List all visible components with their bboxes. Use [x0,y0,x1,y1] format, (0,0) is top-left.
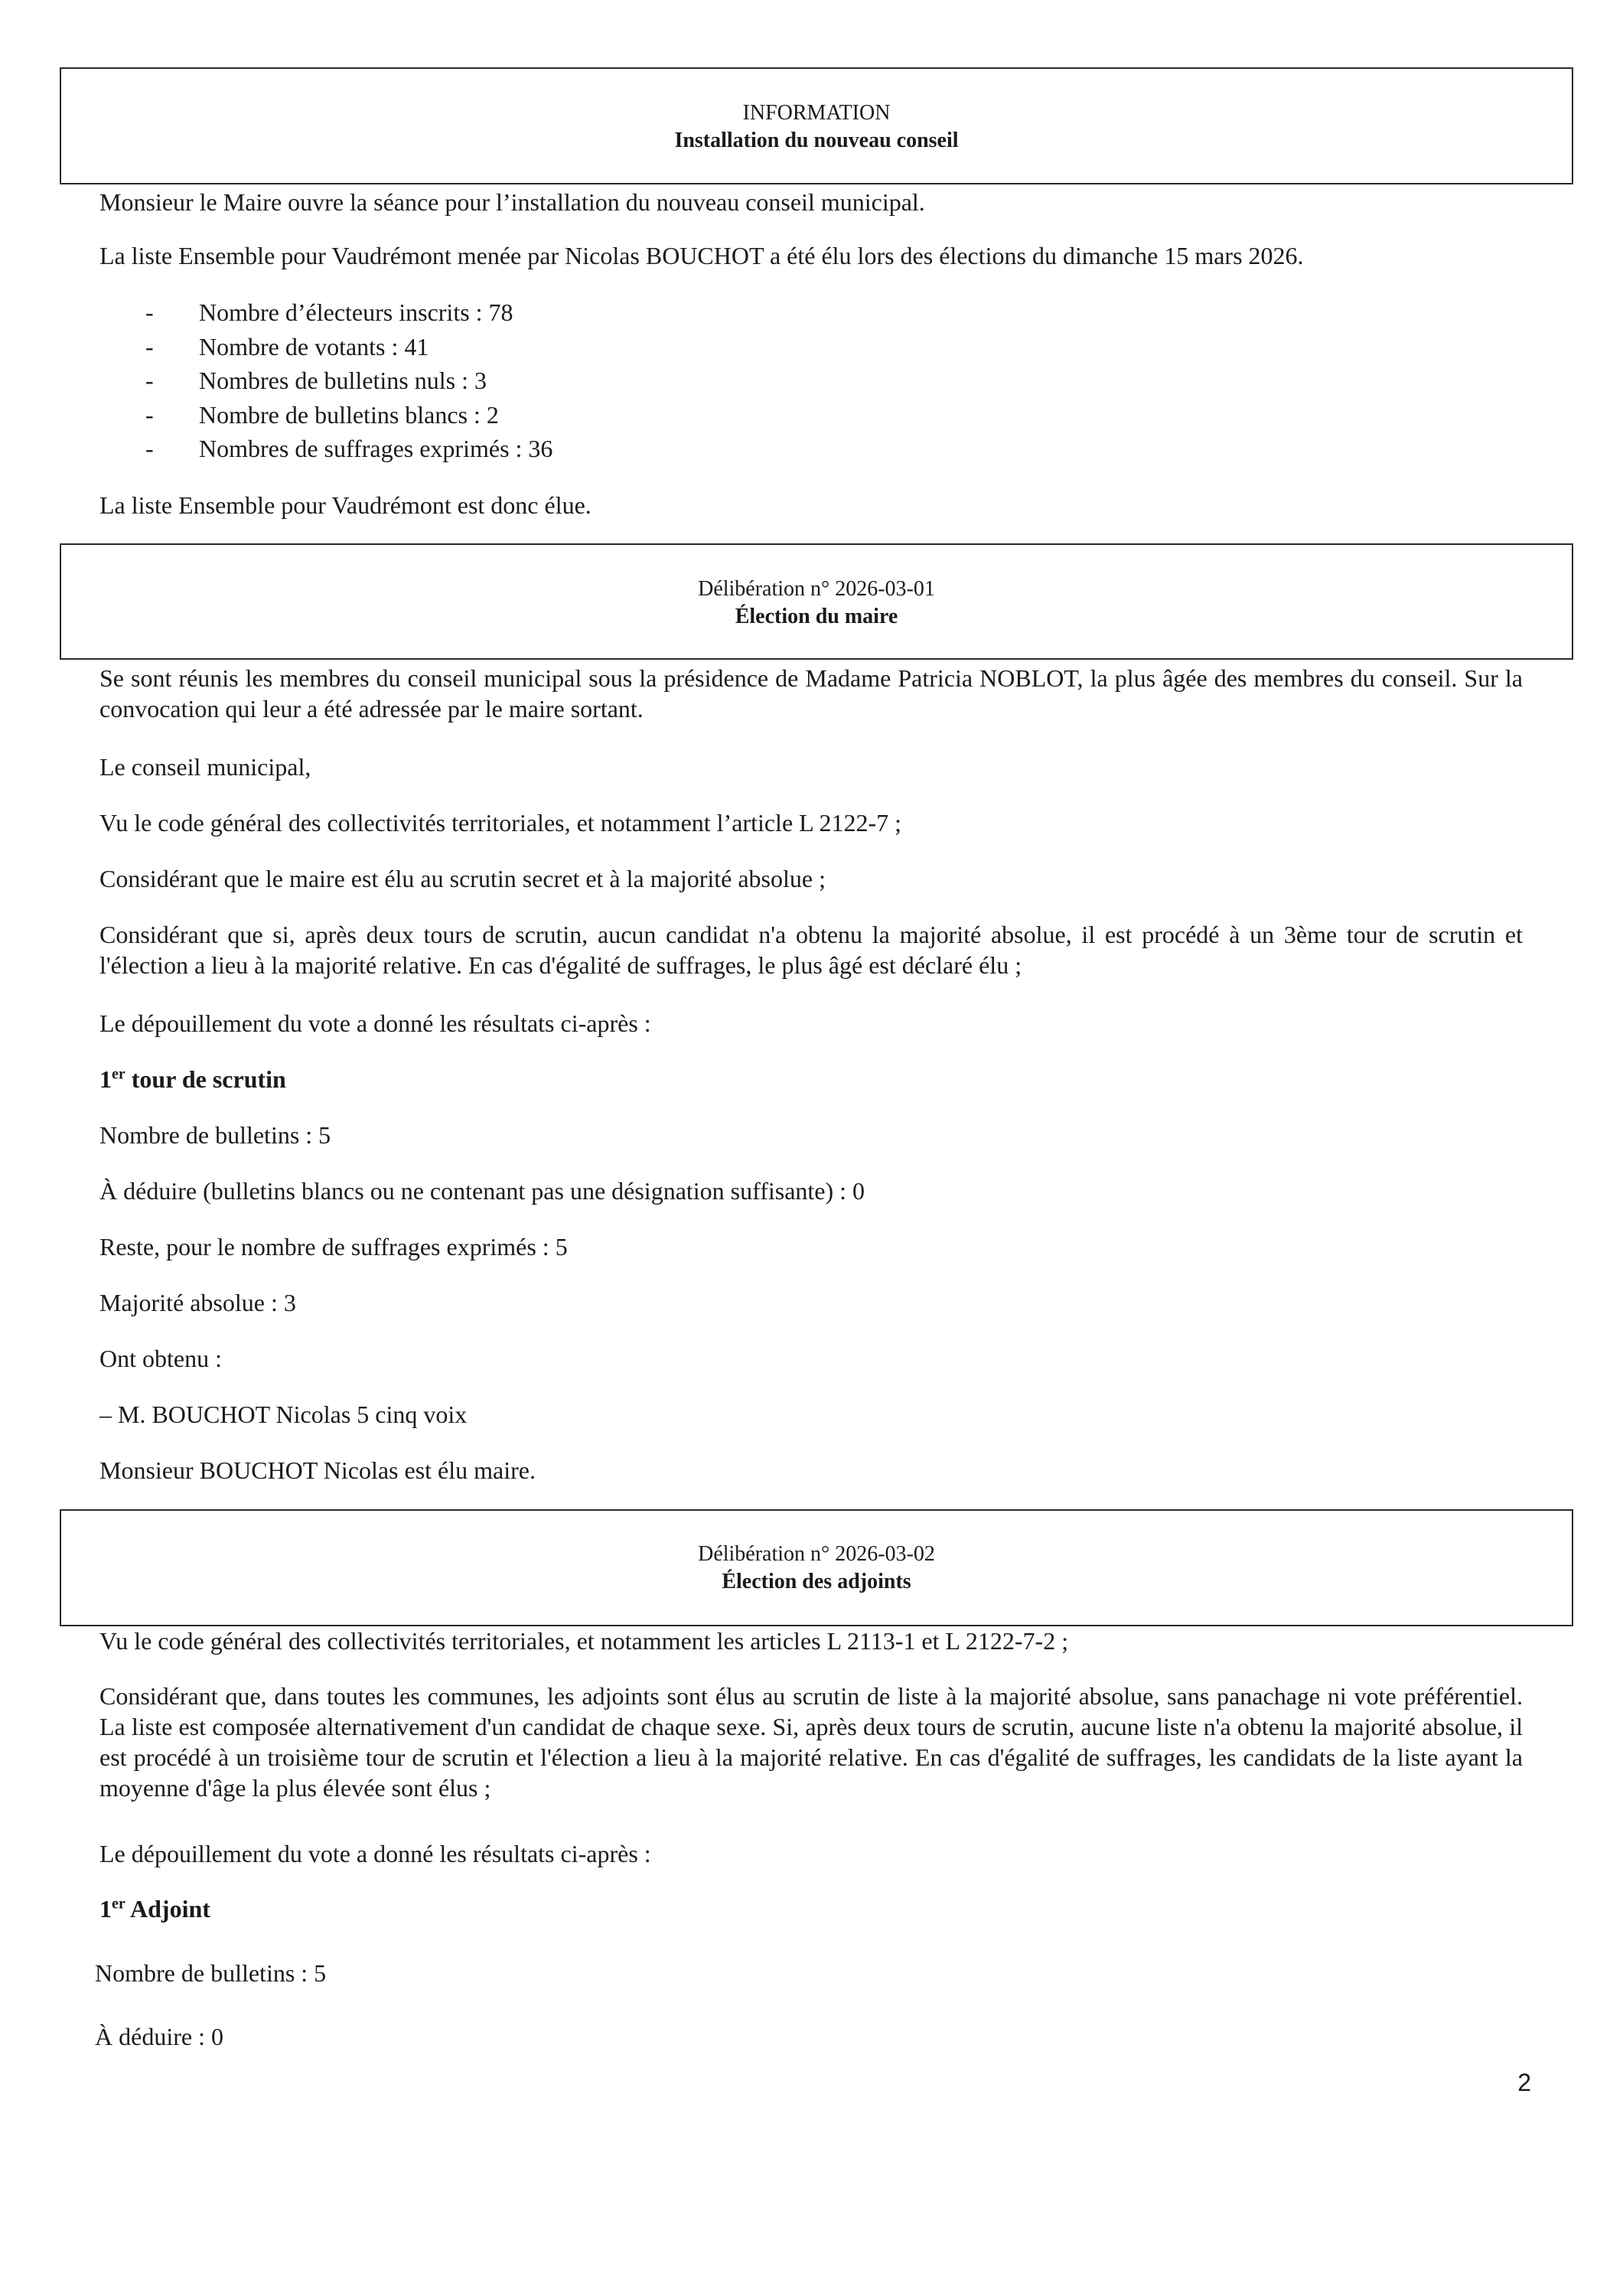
dash-bullet: - [145,400,154,429]
deliberation-subject: Élection des adjoints [722,1570,911,1593]
delib1-majorite: Majorité absolue : 3 [99,1289,296,1316]
list-item: - Nombre de votants : 41 [145,330,552,364]
delib1-deduire: À déduire (bulletins blancs ou ne contenant pas une désignation suffisante) : 0 [99,1177,865,1205]
delib1-bulletins: Nombre de bulletins : 5 [99,1121,331,1149]
delib2-paragraph-vu: Vu le code général des collectivités territoriales, et notamment les articles L 2113-1 et L 2122-7-2 ; [99,1627,1069,1655]
delib1-ont-obtenu: Ont obtenu : [99,1345,222,1372]
delib1-reste: Reste, pour le nombre de suffrages exprimés : 5 [99,1233,568,1261]
info-paragraph-opening: Monsieur le Maire ouvre la séance pour l’installation du nouveau conseil municipal. [99,188,925,216]
tour-heading: 1er tour de scrutin [99,1065,286,1093]
delib1-paragraph-considerant-1: Considérant que le maire est élu au scrutin secret et à la majorité absolue ; [99,865,826,892]
deliberation-number: Délibération n° 2026-03-01 [698,577,935,601]
delib1-candidat: – M. BOUCHOT Nicolas 5 cinq voix [99,1401,468,1428]
dash-bullet: - [145,435,154,462]
delib1-conclusion: Monsieur BOUCHOT Nicolas est élu maire. [99,1456,536,1484]
dash-bullet: - [145,298,154,326]
page-number: 2 [1517,2069,1531,2096]
header-title: INFORMATION [742,101,891,125]
delib1-paragraph-depouillement: Le dépouillement du vote a donné les résultats ci-après : [99,1009,651,1037]
list-item: - Nombre d’électeurs inscrits : 78 [145,295,552,330]
delib1-paragraph-considerant-2: Considérant que si, après deux tours de scrutin, aucun candidat n'a obtenu la majorité absolue, il est procédé à un 3ème tour de scrutin et l'élection a lieu à la majorité relative. En cas d'égalité de suffrages, le plus âgé est déclaré élu ; [99,921,1523,979]
delib2-paragraph-depouillement: Le dépouillement du vote a donné les résultats ci-après : [99,1840,651,1867]
election-stats-list [145,295,552,466]
info-paragraph-conclusion: La liste Ensemble pour Vaudrémont est donc élue. [99,491,592,519]
list-item: - Nombres de suffrages exprimés : 36 [145,432,552,466]
header-box-information [60,67,1573,184]
header-subtitle: Installation du nouveau conseil [674,129,959,152]
header-box-deliberation-2 [60,1509,1573,1626]
delib2-bulletins: Nombre de bulletins : 5 [95,1959,327,1987]
delib1-paragraph-council: Le conseil municipal, [99,753,311,781]
delib2-paragraph-considerant: Considérant que, dans toutes les communes, les adjoints sont élus au scrutin de liste à la majorité absolue, sans panachage ni vote préférentiel. La liste est composée alternativement d'un candidat de chaque sexe. Si, après deux tours de scrutin, aucune liste n'a obtenu la majorité absolue, il est procédé à un troisième tour de scrutin et l'élection a lieu à la majorité relative. En cas d'égalité de suffrages, les candidats de la liste ayant la moyenne d'âge la plus élevée sont élus ; [99,1682,1523,1802]
deliberation-number: Délibération n° 2026-03-02 [698,1542,935,1566]
adjoint-heading: 1er Adjoint [99,1895,210,1923]
delib1-paragraph-assembly: Se sont réunis les membres du conseil municipal sous la présidence de Madame Patricia NOBLOT, la plus âgée des membres du conseil. Sur la convocation qui leur a été adressée par le maire sortant. [99,664,1523,722]
list-item: - Nombre de bulletins blancs : 2 [145,398,552,432]
deliberation-subject: Élection du maire [735,605,898,628]
dash-bullet: - [145,332,154,360]
dash-bullet: - [145,367,154,394]
delib1-paragraph-vu: Vu le code général des collectivités territoriales, et notamment l’article L 2122-7 ; [99,809,902,837]
header-box-deliberation-1 [60,543,1573,660]
info-paragraph-election: La liste Ensemble pour Vaudrémont menée par Nicolas BOUCHOT a été élu lors des élections du dimanche 15 mars 2026. [99,242,1304,269]
delib2-deduire: À déduire : 0 [95,2023,223,2050]
list-item: - Nombres de bulletins nuls : 3 [145,364,552,398]
